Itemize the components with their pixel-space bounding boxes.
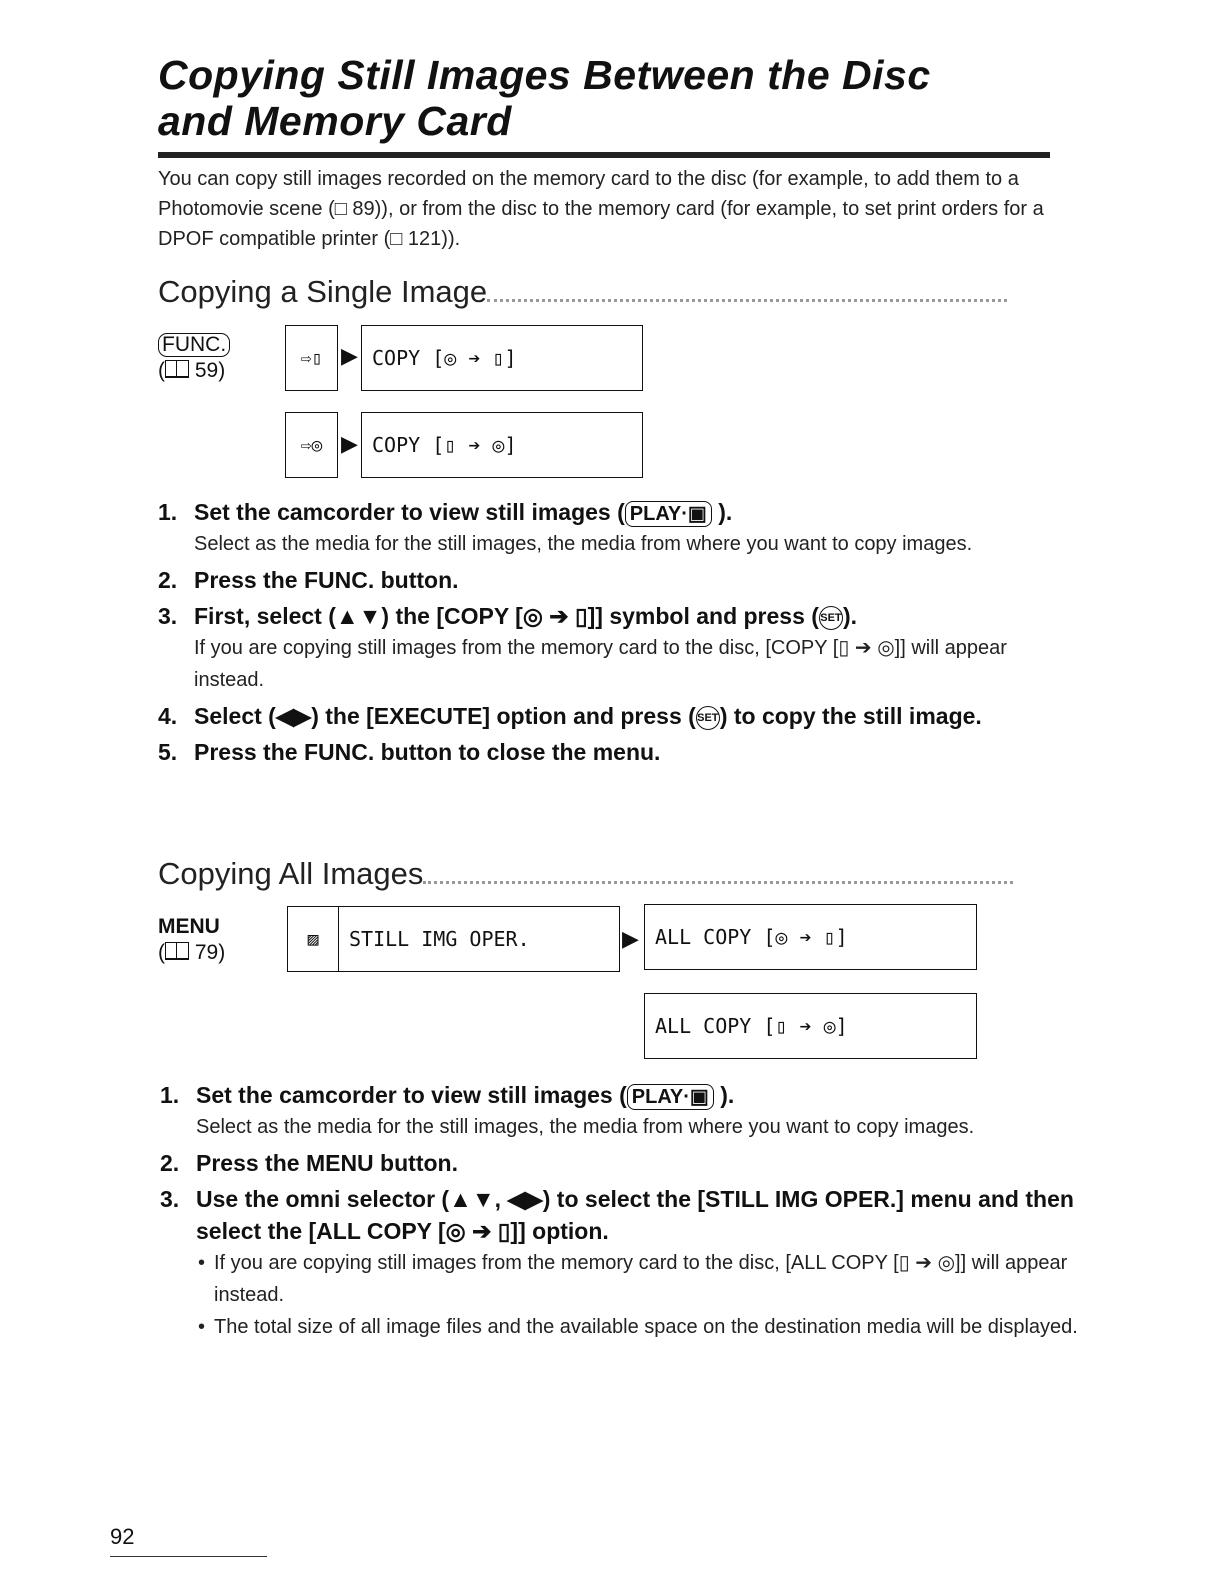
book-icon (165, 942, 189, 960)
page-number: 92 (110, 1524, 135, 1549)
book-icon (165, 360, 189, 378)
set-button-icon: SET (696, 706, 720, 730)
step-number: 2. (160, 1150, 180, 1176)
step-3 (158, 600, 1078, 696)
still-image-icon: ▨ (287, 906, 339, 972)
step-text: Use the omni selector (▲▼, ◀▶) to select the [STILL IMG OPER.] menu and then select the [ALL COPY [◎ ➔ ▯]] option. (196, 1186, 1074, 1244)
step-text-end: ). (842, 603, 857, 629)
copy-to-card-icon: ⇨▯ (285, 325, 338, 391)
menu-option-all-copy-card-to-disc: ALL COPY [▯ ➔ ◎] (644, 993, 977, 1059)
page-ref: 59 (194, 359, 219, 382)
step-4 (158, 700, 1078, 732)
step-2 (160, 1147, 1080, 1179)
step-bullet: • The total size of all image files and the available space on the destination media will be displayed. (196, 1311, 1080, 1343)
steps-all (160, 1079, 1080, 1347)
step-text: Set the camcorder to view still images ( (194, 499, 625, 525)
set-button-icon: SET (819, 606, 843, 630)
menu-still-img-oper: STILL IMG OPER. (338, 906, 620, 972)
steps-single (158, 496, 1078, 772)
step-number: 5. (158, 739, 178, 765)
title-rule (158, 152, 1050, 158)
footer-rule (110, 1556, 267, 1557)
step-text: Select (◀▶) the [EXECUTE] option and press ( (194, 703, 696, 729)
step-number: 3. (158, 603, 178, 629)
step-note: Select as the media for the still images, the media from where you want to copy images. (194, 533, 973, 555)
step-text-end: ) to copy the still image. (719, 703, 982, 729)
menu-button-label: MENU (158, 915, 220, 938)
menu-option-all-copy-disc-to-card: ALL COPY [◎ ➔ ▯] (644, 904, 977, 970)
copy-to-disc-icon: ⇨◎ (285, 412, 338, 478)
menu-option-copy-disc-to-card: COPY [◎ ➔ ▯] (361, 325, 643, 391)
step-number: 1. (160, 1082, 180, 1108)
play-photo-badge: PLAY·▣ (625, 501, 712, 527)
heading-dots (423, 877, 1013, 884)
step-text: First, select (▲▼) the [COPY [◎ ➔ ▯]] symbol and press ( (194, 603, 819, 629)
step-text-end: ). (720, 1082, 735, 1108)
step-note: Select as the media for the still images, the media from where you want to copy images. (196, 1116, 975, 1138)
step-note: If you are copying still images from the memory card to the disc, [COPY [▯ ➔ ◎]] will appear instead. (194, 637, 1007, 691)
step-text: Press the FUNC. button to close the menu. (194, 739, 661, 765)
func-button-icon: FUNC. (158, 333, 230, 357)
step-5 (158, 736, 1078, 768)
step-bullet: • If you are copying still images from the memory card to the disc, [ALL COPY [▯ ➔ ◎]] will appear instead. (196, 1247, 1080, 1311)
step-number: 2. (158, 567, 178, 593)
title-line-2: and Memory Card (158, 98, 512, 144)
step-number: 1. (158, 499, 178, 525)
step-3 (160, 1183, 1080, 1343)
menu-option-copy-card-to-disc: COPY [▯ ➔ ◎] (361, 412, 643, 478)
arrow-right-icon: ▶ (622, 926, 639, 951)
menu-reference: MENU ( 79) (158, 915, 226, 964)
page-title (158, 52, 931, 144)
section-heading-all (158, 856, 1013, 892)
arrow-right-icon: ▶ (341, 431, 358, 456)
section-heading-single (158, 274, 1007, 310)
play-photo-badge: PLAY·▣ (627, 1084, 714, 1110)
heading-text: Copying a Single Image (158, 274, 488, 309)
step-1 (160, 1079, 1080, 1143)
title-line-1: Copying Still Images Between the Disc (158, 52, 931, 98)
func-reference: FUNC. ( 59) (158, 332, 230, 384)
step-text: Set the camcorder to view still images ( (196, 1082, 627, 1108)
intro-text: You can copy still images recorded on the memory card to the disc (for example, to add them to a Photomovie scene (□ 89)), or from the disc to the memory card (for example, to set print orders for a DPOF compatible printer (□ 121)). (158, 168, 1044, 250)
step-text-end: ). (718, 499, 733, 525)
step-text: Press the MENU button. (196, 1150, 458, 1176)
arrow-right-icon: ▶ (341, 343, 358, 368)
step-text: Press the FUNC. button. (194, 567, 459, 593)
step-number: 3. (160, 1186, 180, 1212)
heading-dots (487, 295, 1007, 302)
page-ref: 79 (194, 941, 219, 964)
step-1 (158, 496, 1078, 560)
step-2 (158, 564, 1078, 596)
heading-text: Copying All Images (158, 856, 424, 891)
step-number: 4. (158, 703, 178, 729)
